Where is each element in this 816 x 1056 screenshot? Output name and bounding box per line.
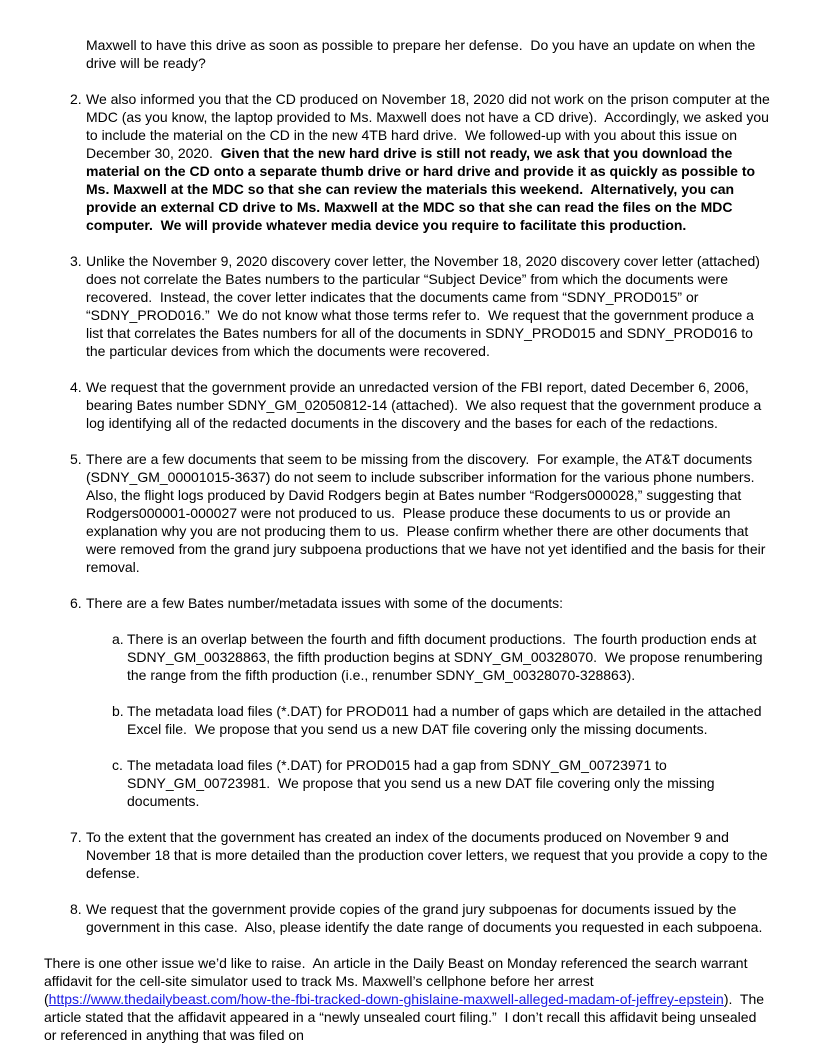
list-item-text: There are a few documents that seem to be missing from the discovery. For example, the AT&T documents (SDNY_GM_00001015-3637) do not seem to include subscriber information for the various phone numbers. Also, the flight logs produced by David Rodgers begin at Bates number “Rodgers000028,” suggesting that Rodgers000001-000027 were not produced to us. Please produce these documents to us or provide an explanation why you are not producing them to us. Please confirm whether there are other documents that were removed from the grand jury subpoena productions that we have not yet identified and the basis for their removal. (86, 451, 770, 575)
sub-item-letter: a. (112, 631, 124, 647)
list-item-body (86, 252, 772, 360)
list-item-4 (44, 378, 772, 432)
list-item-8 (44, 900, 772, 936)
list-item-text: We request that the government provide an unredacted version of the FBI report, dated December 6, 2006, bearing Bates number SDNY_GM_02050812-14 (attached). We also request that the government produce a log identifying all of the redacted documents in the discovery and the bases for each of the redactions. (86, 379, 766, 431)
list-item-3 (44, 252, 772, 360)
dailybeast-link[interactable]: https://www.thedailybeast.com/how-the-fbi-tracked-down-ghislaine-maxwell-alleged-madam-of-jeffrey-epstein (48, 991, 724, 1007)
list-item-text: We request that the government provide copies of the grand jury subpoenas for documents issued by the government in this case. Also, please identify the date range of documents you requested in each subpoena. (86, 901, 763, 935)
list-item-6 (44, 594, 772, 810)
closing-text-after-link: ). The article stated that the affidavit appeared in a “newly unsealed court filing.” I don’t recall this affidavit being unsealed or referenced in anything that was filed on (44, 991, 768, 1043)
list-item-number: 2. (70, 91, 82, 107)
list-item-body (86, 828, 772, 882)
list-item-number: 3. (70, 253, 82, 269)
list-item-bold-text: Given that the new hard drive is still not ready, we ask that you download the material on the CD onto a separate thumb drive or hard drive and provide it as quickly as possible to Ms. Maxwell at the MDC so that she can review the materials this weekend. Alternatively, you can provide an external CD drive to Ms. Maxwell at the MDC so that she can read the files on the MDC computer. We will provide whatever media device you require to facilitate this production. (86, 145, 759, 233)
sub-item-letter: c. (112, 757, 123, 773)
sub-item-text: The metadata load files (*.DAT) for PROD015 had a gap from SDNY_GM_00723971 to SDNY_GM_00723981. We propose that you send us a new DAT file covering only the missing documents. (127, 757, 719, 809)
list-item-body (86, 900, 772, 936)
list-item-text: There are a few Bates number/metadata issues with some of the documents: (86, 595, 564, 611)
list-item-text: We also informed you that the CD produced on November 18, 2020 did not work on the prison computer at the MDC (as you know, the laptop provided to Ms. Maxwell does not have a CD drive). Accordingly, we asked you to include the material on the CD in the new 4TB hard drive. We followed-up with you about this issue on December 30, 2020. (86, 91, 774, 161)
sub-item-b (86, 702, 772, 738)
list-item-number: 6. (70, 595, 82, 611)
sub-item-text: There is an overlap between the fourth and fifth document productions. The fourth production ends at SDNY_GM_00328863, the fifth production begins at SDNY_GM_00328070. We propose renumbering the range from the fifth production (i.e., renumber SDNY_GM_00328070-328863). (127, 631, 767, 683)
sub-item-c (86, 756, 772, 810)
list-item-body (86, 90, 772, 234)
list-item-2 (44, 90, 772, 234)
list-item-body (86, 450, 772, 576)
list-item-body (86, 378, 772, 432)
sub-item-body (127, 630, 772, 684)
sub-item-letter: b. (112, 703, 124, 719)
list-item-text: To the extent that the government has created an index of the documents produced on November 9 and November 18 that is more detailed than the production cover letters, we request that you provide a copy to the defense. (86, 829, 772, 881)
list-item-body (86, 594, 772, 810)
sub-item-a (86, 630, 772, 684)
closing-paragraph (44, 954, 772, 1044)
sub-item-body (127, 756, 772, 810)
sub-item-body (127, 702, 772, 738)
list-item-number: 8. (70, 901, 82, 917)
list-item-5 (44, 450, 772, 576)
list-item-text: Unlike the November 9, 2020 discovery cover letter, the November 18, 2020 discovery cover letter (attached) does not correlate the Bates numbers to the particular “Subject Device” from which the documents were recovered. Instead, the cover letter indicates that the documents came from “SDNY_PROD015” or “SDNY_PROD016.” We do not know what those terms refer to. We request that the government produce a list that correlates the Bates numbers for all of the documents in SDNY_PROD015 and SDNY_PROD016 to the particular devices from which the documents were recovered. (86, 253, 764, 359)
list-item-number: 7. (70, 829, 82, 845)
sub-item-text: The metadata load files (*.DAT) for PROD011 had a number of gaps which are detailed in the attached Excel file. We propose that you send us a new DAT file covering only the missing documents. (127, 703, 766, 737)
closing-text-before-link: There is one other issue we’d like to raise. An article in the Daily Beast on Monday referenced the search warrant affidavit for the cell-site simulator used to track Ms. Maxwell’s cellphone before her arrest ( (44, 955, 752, 1007)
paragraph-item1-continuation (86, 36, 772, 72)
list-item-number: 4. (70, 379, 82, 395)
list-item-7 (44, 828, 772, 882)
list-item-number: 5. (70, 451, 82, 467)
paragraph-text: Maxwell to have this drive as soon as possible to prepare her defense. Do you have an update on when the drive will be ready? (86, 37, 760, 71)
